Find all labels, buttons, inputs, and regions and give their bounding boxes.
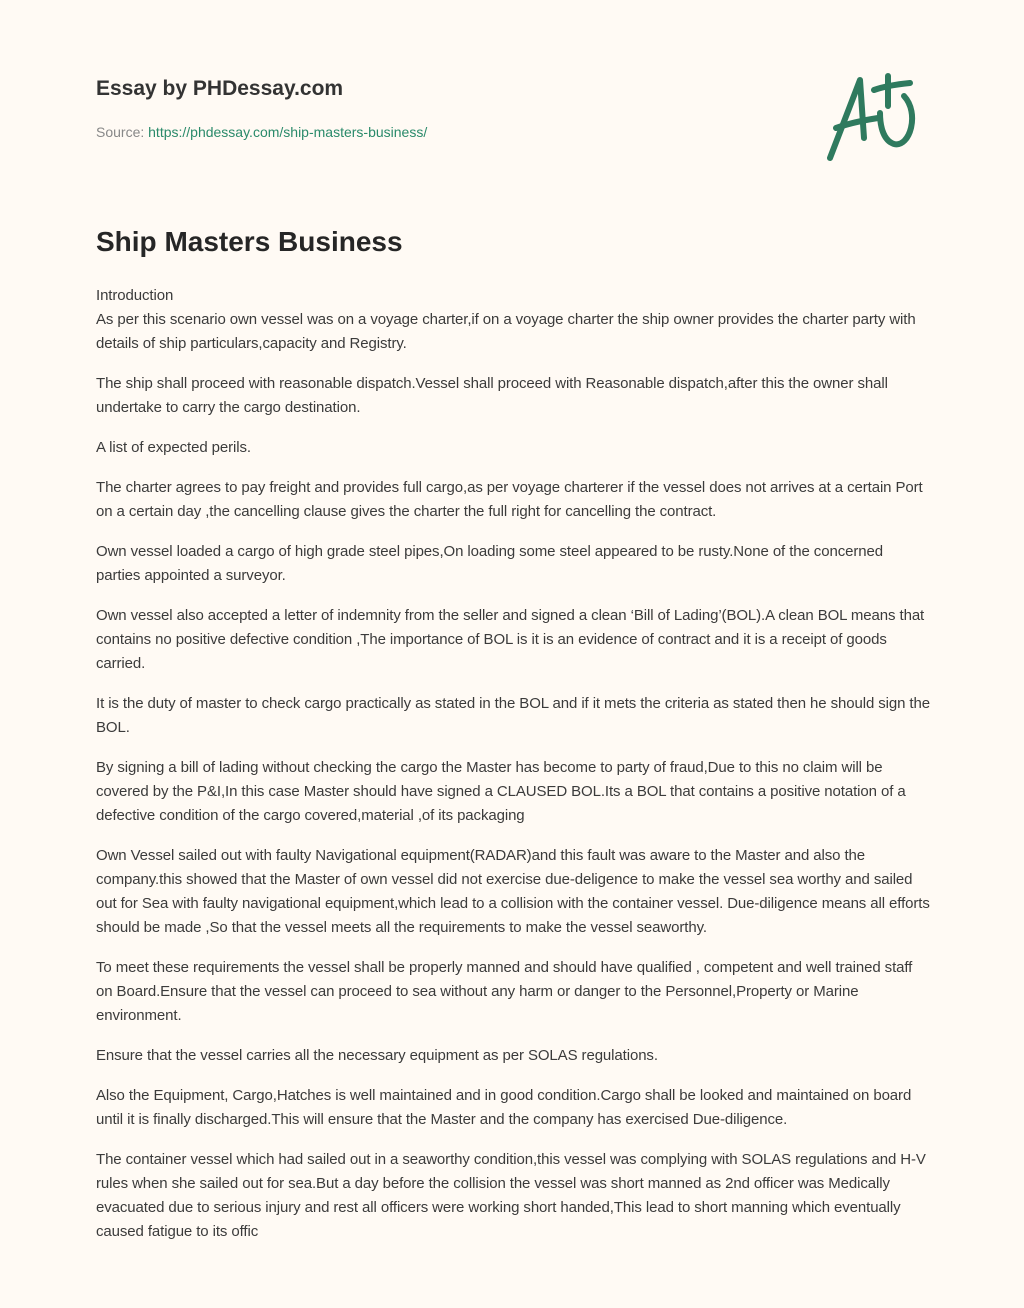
paragraph-intro: [96, 284, 930, 356]
paragraph: Own vessel loaded a cargo of high grade steel pipes,On loading some steel appeared to be rusty.None of the concerned parties appointed a surveyor.: [96, 543, 883, 584]
a-plus-logo-icon: [820, 68, 930, 168]
paragraph: Ensure that the vessel carries all the necessary equipment as per SOLAS regulations.: [96, 1047, 658, 1064]
paragraph: Also the Equipment, Cargo,Hatches is well maintained and in good condition.Cargo shall be looked and maintained on board until it is finally discharged.This will ensure that the Master and the company has exercised Due-diligence.: [96, 1087, 912, 1128]
site-brand: Essay by PHDessay.com: [96, 77, 344, 100]
paragraph: A list of expected perils.: [96, 439, 251, 456]
paragraph: Own Vessel sailed out with faulty Navigational equipment(RADAR)and this fault was aware to the Master and also the company.this showed that the Master of own vessel did not exercise due-deligence to make the vessel sea worthy and sailed out for Sea with faulty navigational equipment,which lead to a collision with the container vessel. Due-diligence means all efforts should be made ,So that the vessel meets all the requirements to make the vessel seaworthy.: [96, 847, 930, 936]
source-label: Source:: [96, 124, 145, 140]
paragraph: The ship shall proceed with reasonable dispatch.Vessel shall proceed with Reasonable dispatch,after this the owner shall undertake to carry the cargo destination.: [96, 375, 888, 416]
paragraph: By signing a bill of lading without checking the cargo the Master has become to party of fraud,Due to this no claim will be covered by the P&I,In this case Master should have signed a CLAUSED BOL.Its a BOL that contains a positive notation of a defective condition of the cargo covered,material ,of its packaging: [96, 759, 906, 824]
intro-heading: Introduction: [96, 287, 174, 304]
article-body: [96, 284, 930, 1260]
paragraph: The charter agrees to pay freight and provides full cargo,as per voyage charterer if the vessel does not arrives at a certain Port on a certain day ,the cancelling clause gives the charter the full right for cancelling the contract.: [96, 479, 923, 520]
paragraph: To meet these requirements the vessel shall be properly manned and should have qualified , competent and well trained staff on Board.Ensure that the vessel can proceed to sea without any harm or danger to the Personnel,Property or Marine environment.: [96, 959, 913, 1024]
paragraph: It is the duty of master to check cargo practically as stated in the BOL and if it mets the criteria as stated then he should sign the BOL.: [96, 695, 930, 736]
paragraph: The container vessel which had sailed out in a seaworthy condition,this vessel was complying with SOLAS regulations and H-V rules when she sailed out for sea.But a day before the collision the vessel was short manned as 2nd officer was Medically evacuated due to serious injury and rest all officers were working short handed,This lead to short manning which eventually caused fatigue to its offic: [96, 1151, 926, 1240]
source-line: [96, 124, 427, 140]
article-title: Ship Masters Business: [96, 226, 403, 257]
paragraph-text: As per this scenario own vessel was on a voyage charter,if on a voyage charter the ship owner provides the charter party with details of ship particulars,capacity and Registry.: [96, 311, 916, 352]
source-link[interactable]: https://phdessay.com/ship-masters-business/: [148, 124, 428, 140]
paragraph: Own vessel also accepted a letter of indemnity from the seller and signed a clean ‘Bill of Lading’(BOL).A clean BOL means that contains no positive defective condition ,The importance of BOL is it is an evidence of contract and it is a receipt of goods carried.: [96, 607, 925, 672]
